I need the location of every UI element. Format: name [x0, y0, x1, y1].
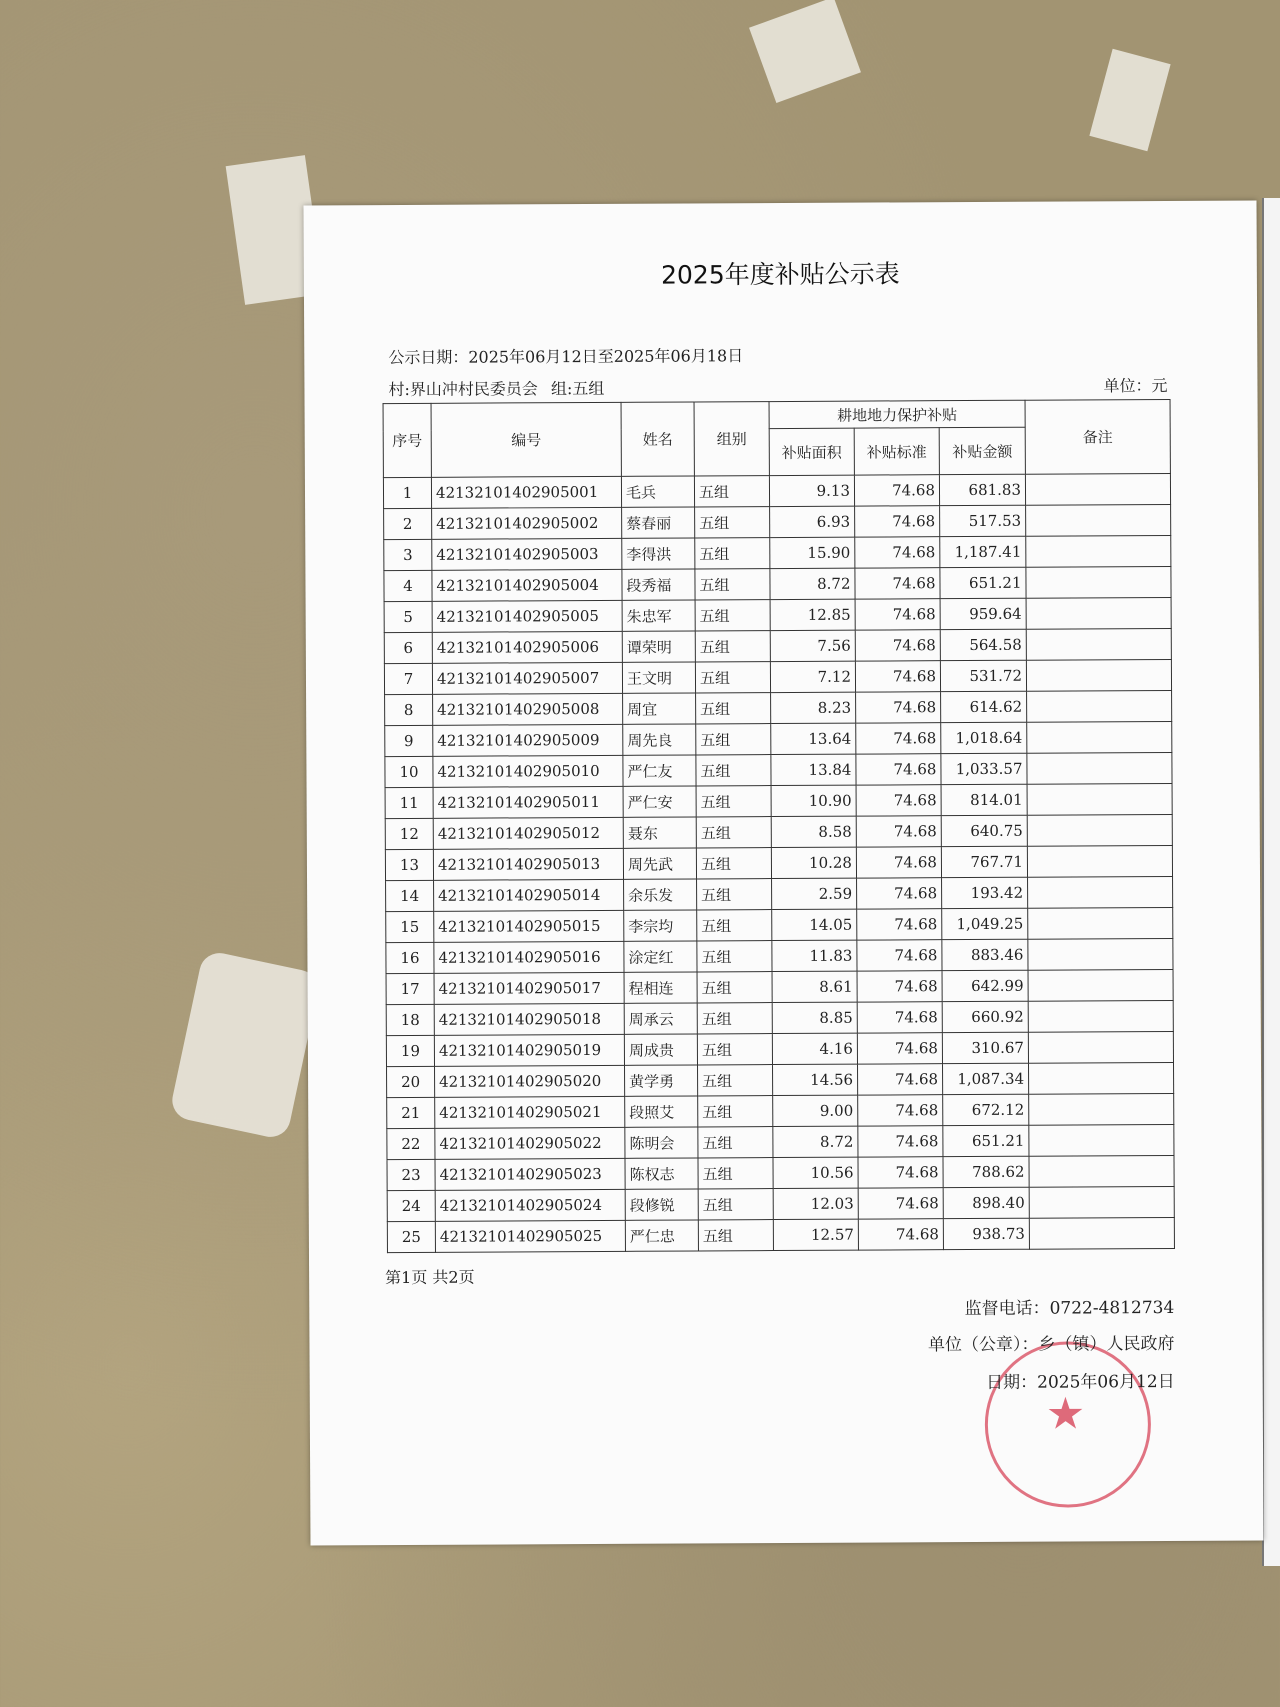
- row-seq: 22: [387, 1128, 435, 1159]
- row-amount: 642.99: [942, 970, 1028, 1001]
- row-code: 42132101402905001: [431, 476, 621, 508]
- row-amount: 672.12: [943, 1094, 1029, 1125]
- row-standard: 74.68: [856, 785, 941, 816]
- row-area: 9.13: [769, 475, 854, 506]
- row-group: 五组: [695, 600, 770, 631]
- row-code: 42132101402905014: [434, 879, 624, 911]
- row-remark: [1026, 597, 1171, 629]
- row-amount: 651.21: [940, 567, 1026, 598]
- table-row: [386, 969, 1173, 1004]
- row-group: 五组: [697, 1034, 772, 1065]
- row-code: 42132101402905021: [435, 1096, 625, 1128]
- row-standard: 74.68: [855, 661, 940, 692]
- row-code: 42132101402905016: [434, 941, 624, 973]
- row-standard: 74.68: [857, 971, 942, 1002]
- table-row: [387, 1186, 1174, 1221]
- row-amount: 959.64: [940, 598, 1026, 629]
- row-code: 42132101402905003: [432, 538, 622, 570]
- row-amount: 1,033.57: [941, 753, 1027, 784]
- row-group: 五组: [697, 879, 772, 910]
- row-standard: 74.68: [858, 1219, 943, 1250]
- phone-line: [964, 1293, 1174, 1319]
- row-area: 12.03: [773, 1188, 858, 1219]
- row-group: 五组: [698, 1158, 773, 1189]
- row-standard: 74.68: [856, 723, 941, 754]
- row-standard: 74.68: [858, 1126, 943, 1157]
- row-area: 10.56: [773, 1157, 858, 1188]
- row-code: 42132101402905005: [432, 600, 622, 632]
- row-amount: 614.62: [941, 691, 1027, 722]
- row-remark: [1028, 1000, 1173, 1032]
- row-seq: 2: [384, 508, 432, 539]
- row-name: 陈权志: [625, 1158, 698, 1189]
- row-name: 周先良: [623, 724, 696, 755]
- row-amount: 681.83: [939, 474, 1025, 505]
- row-standard: 74.68: [854, 475, 939, 506]
- row-standard: 74.68: [855, 537, 940, 568]
- row-seq: 7: [384, 663, 432, 694]
- row-seq: 9: [385, 725, 433, 756]
- row-code: 42132101402905022: [435, 1127, 625, 1159]
- row-area: 13.84: [771, 754, 856, 785]
- row-area: 7.56: [770, 630, 855, 661]
- row-code: 42132101402905015: [434, 910, 624, 942]
- row-remark: [1027, 814, 1172, 846]
- row-group: 五组: [695, 631, 770, 662]
- row-amount: 193.42: [942, 877, 1028, 908]
- row-name: 陈明会: [625, 1127, 698, 1158]
- seal-line: [928, 1329, 1175, 1355]
- header-standard: 补贴标准: [854, 428, 939, 475]
- unit-line: [1103, 373, 1167, 396]
- row-area: 10.28: [771, 847, 856, 878]
- row-amount: 651.21: [943, 1125, 1029, 1156]
- group-value: 五组: [572, 378, 605, 399]
- row-standard: 74.68: [856, 816, 941, 847]
- row-seq: 14: [386, 880, 434, 911]
- row-area: 14.56: [773, 1064, 858, 1095]
- group-label: 组:: [550, 379, 573, 399]
- row-name: 周宜: [623, 693, 696, 724]
- row-name: 谭荣明: [622, 631, 695, 662]
- row-remark: [1027, 721, 1172, 753]
- row-remark: [1028, 969, 1173, 1001]
- row-area: 13.64: [771, 723, 856, 754]
- row-name: 黄学勇: [625, 1065, 698, 1096]
- row-group: 五组: [696, 817, 771, 848]
- row-group: 五组: [697, 1003, 772, 1034]
- row-name: 段照艾: [625, 1096, 698, 1127]
- row-area: 6.93: [770, 506, 855, 537]
- row-seq: 15: [386, 911, 434, 942]
- row-remark: [1029, 1062, 1174, 1094]
- row-area: 10.90: [771, 785, 856, 816]
- row-seq: 21: [387, 1097, 435, 1128]
- row-amount: 814.01: [941, 784, 1027, 815]
- row-amount: 788.62: [943, 1156, 1029, 1187]
- official-seal: [984, 1341, 1151, 1508]
- row-code: 42132101402905004: [432, 569, 622, 601]
- row-amount: 883.46: [942, 939, 1028, 970]
- row-area: 8.72: [770, 568, 855, 599]
- row-name: 聂东: [623, 817, 696, 848]
- unit-label: 单位：: [1103, 376, 1152, 396]
- phone-label: 监督电话：: [964, 1298, 1050, 1320]
- row-standard: 74.68: [855, 630, 940, 661]
- row-standard: 74.68: [857, 1002, 942, 1033]
- table-row: [385, 845, 1172, 880]
- row-group: 五组: [698, 1189, 773, 1220]
- row-remark: [1028, 907, 1173, 939]
- row-standard: 74.68: [856, 692, 941, 723]
- row-name: 严仁友: [623, 755, 696, 786]
- row-name: 严仁忠: [625, 1220, 698, 1251]
- header-name: 姓名: [621, 402, 694, 476]
- row-seq: 19: [386, 1035, 434, 1066]
- page-title: 2025年度补贴公示表: [660, 259, 900, 290]
- table-row: [387, 1093, 1174, 1128]
- row-remark: [1026, 504, 1171, 536]
- row-code: 42132101402905018: [434, 1003, 624, 1035]
- row-amount: 531.72: [940, 660, 1026, 691]
- wall-paper-scrap: [749, 0, 861, 103]
- row-remark: [1027, 845, 1172, 877]
- row-amount: 898.40: [943, 1187, 1029, 1218]
- row-code: 42132101402905012: [433, 817, 623, 849]
- row-standard: 74.68: [855, 506, 940, 537]
- row-seq: 4: [384, 570, 432, 601]
- row-name: 周先武: [623, 848, 696, 879]
- date-range-value: 2025年06月12日至2025年06月18日: [468, 346, 744, 367]
- table-row: [383, 473, 1170, 508]
- row-group: 五组: [698, 1096, 773, 1127]
- row-area: 11.83: [772, 940, 857, 971]
- row-standard: 74.68: [858, 1157, 943, 1188]
- row-name: 朱忠军: [622, 600, 695, 631]
- row-remark: [1027, 783, 1172, 815]
- row-name: 李得洪: [622, 538, 695, 569]
- row-code: 42132101402905025: [435, 1220, 625, 1252]
- row-standard: 74.68: [855, 599, 940, 630]
- row-name: 程相连: [624, 972, 697, 1003]
- row-remark: [1029, 1186, 1174, 1218]
- row-amount: 564.58: [940, 629, 1026, 660]
- row-standard: 74.68: [855, 568, 940, 599]
- row-remark: [1026, 535, 1171, 567]
- row-seq: 17: [386, 973, 434, 1004]
- table-row: [386, 1000, 1173, 1035]
- row-amount: 517.53: [940, 505, 1026, 536]
- row-group: 五组: [696, 786, 771, 817]
- table-row: [384, 566, 1171, 601]
- row-group: 五组: [695, 662, 770, 693]
- row-group: 五组: [695, 507, 770, 538]
- row-area: 8.58: [771, 816, 856, 847]
- row-standard: 74.68: [857, 940, 942, 971]
- row-amount: 767.71: [941, 846, 1027, 877]
- table-row: [387, 1124, 1174, 1159]
- row-remark: [1028, 1031, 1173, 1063]
- table-row: [384, 504, 1171, 539]
- row-area: 9.00: [773, 1095, 858, 1126]
- row-code: 42132101402905002: [432, 507, 622, 539]
- row-name: 余乐发: [624, 879, 697, 910]
- sign-date-line: [986, 1367, 1175, 1393]
- row-area: 12.57: [773, 1219, 858, 1250]
- row-seq: 13: [385, 849, 433, 880]
- row-area: 8.61: [772, 971, 857, 1002]
- row-name: 严仁安: [623, 786, 696, 817]
- row-area: 4.16: [772, 1033, 857, 1064]
- village-group-line: [388, 376, 604, 400]
- row-amount: 938.73: [943, 1218, 1029, 1249]
- row-area: 8.72: [773, 1126, 858, 1157]
- row-group: 五组: [696, 693, 771, 724]
- row-seq: 11: [385, 787, 433, 818]
- table-row: [386, 907, 1173, 942]
- sign-date-value: 2025年06月12日: [1037, 1371, 1175, 1393]
- row-group: 五组: [696, 724, 771, 755]
- sign-date-label: 日期：: [986, 1372, 1038, 1393]
- table-row: [385, 721, 1172, 756]
- table-row: [384, 597, 1171, 632]
- row-group: 五组: [697, 972, 772, 1003]
- row-seq: 12: [385, 818, 433, 849]
- row-amount: 1,018.64: [941, 722, 1027, 753]
- row-amount: 1,087.34: [943, 1063, 1029, 1094]
- header-area: 补贴面积: [769, 428, 854, 475]
- row-area: 12.85: [770, 599, 855, 630]
- row-remark: [1025, 473, 1170, 505]
- row-code: 42132101402905009: [433, 724, 623, 756]
- row-area: 2.59: [772, 878, 857, 909]
- row-group: 五组: [698, 1127, 773, 1158]
- row-standard: 74.68: [857, 1033, 942, 1064]
- row-seq: 25: [387, 1221, 435, 1252]
- row-remark: [1029, 1124, 1174, 1156]
- row-name: 蔡春丽: [622, 507, 695, 538]
- row-standard: 74.68: [857, 878, 942, 909]
- row-seq: 10: [385, 756, 433, 787]
- table-row: [384, 628, 1171, 663]
- row-code: 42132101402905023: [435, 1158, 625, 1190]
- row-remark: [1028, 938, 1173, 970]
- row-group: 五组: [696, 755, 771, 786]
- table-row: [384, 535, 1171, 570]
- wall-paper-scrap: [1089, 49, 1170, 151]
- header-remark: 备注: [1025, 399, 1170, 474]
- row-seq: 24: [387, 1190, 435, 1221]
- table-row: [385, 690, 1172, 725]
- row-amount: 1,049.25: [942, 908, 1028, 939]
- date-range-label: 公示日期：: [388, 347, 469, 368]
- row-seq: 23: [387, 1159, 435, 1190]
- row-name: 周承云: [624, 1003, 697, 1034]
- row-code: 42132101402905010: [433, 755, 623, 787]
- row-code: 42132101402905020: [435, 1065, 625, 1097]
- subsidy-table: [383, 399, 1175, 1253]
- row-name: 毛兵: [621, 476, 694, 507]
- table-row: [385, 814, 1172, 849]
- row-remark: [1029, 1217, 1174, 1249]
- row-name: 王文明: [622, 662, 695, 693]
- row-name: 周成贵: [624, 1034, 697, 1065]
- row-seq: 20: [387, 1066, 435, 1097]
- row-group: 五组: [697, 941, 772, 972]
- header-amount: 补贴金额: [939, 427, 1025, 474]
- row-area: 15.90: [770, 537, 855, 568]
- row-group: 五组: [697, 910, 772, 941]
- row-code: 42132101402905024: [435, 1189, 625, 1221]
- row-name: 涂定红: [624, 941, 697, 972]
- header-subsidy: 耕地地力保护补贴: [769, 400, 1025, 428]
- adjacent-sheet-edge: [1262, 198, 1280, 1566]
- row-seq: 5: [384, 601, 432, 632]
- row-group: 五组: [698, 1220, 773, 1251]
- row-seq: 1: [383, 477, 431, 508]
- notice-sheet: [303, 201, 1263, 1546]
- row-code: 42132101402905017: [434, 972, 624, 1004]
- table-row: [387, 1217, 1174, 1252]
- row-seq: 16: [386, 942, 434, 973]
- row-amount: 1,187.41: [940, 536, 1026, 567]
- row-seq: 18: [386, 1004, 434, 1035]
- row-remark: [1028, 876, 1173, 908]
- unit-value: 元: [1151, 375, 1168, 396]
- table-row: [387, 1062, 1174, 1097]
- row-standard: 74.68: [856, 754, 941, 785]
- row-standard: 74.68: [857, 909, 942, 940]
- row-standard: 74.68: [858, 1064, 943, 1095]
- table-body: [383, 473, 1174, 1252]
- village-value: 界山冲村民委员会: [409, 379, 538, 399]
- row-code: 42132101402905011: [433, 786, 623, 818]
- row-area: 8.23: [771, 692, 856, 723]
- table-row: [386, 938, 1173, 973]
- table-row: [384, 659, 1171, 694]
- row-code: 42132101402905019: [434, 1034, 624, 1066]
- row-standard: 74.68: [856, 847, 941, 878]
- row-standard: 74.68: [858, 1188, 943, 1219]
- row-amount: 310.67: [942, 1032, 1028, 1063]
- row-group: 五组: [695, 538, 770, 569]
- table-row: [385, 752, 1172, 787]
- row-group: 五组: [694, 476, 769, 507]
- row-area: 7.12: [770, 661, 855, 692]
- phone-value: 0722-4812734: [1049, 1297, 1175, 1319]
- row-seq: 8: [385, 694, 433, 725]
- star-icon: ★: [1045, 1388, 1086, 1440]
- date-range-line: [388, 343, 743, 368]
- village-label: 村:: [388, 379, 410, 400]
- row-remark: [1029, 1155, 1174, 1187]
- tissue-scrap: [169, 949, 322, 1140]
- row-seq: 3: [384, 539, 432, 570]
- row-group: 五组: [698, 1065, 773, 1096]
- row-seq: 6: [384, 632, 432, 663]
- header-seq: 序号: [383, 403, 431, 477]
- table-row: [386, 876, 1173, 911]
- table-row: [386, 1031, 1173, 1066]
- row-code: 42132101402905006: [432, 631, 622, 663]
- row-group: 五组: [695, 569, 770, 600]
- table-row: [387, 1155, 1174, 1190]
- row-remark: [1027, 752, 1172, 784]
- row-remark: [1029, 1093, 1174, 1125]
- row-group: 五组: [696, 848, 771, 879]
- row-code: 42132101402905013: [433, 848, 623, 880]
- row-code: 42132101402905008: [433, 693, 623, 725]
- table-row: [385, 783, 1172, 818]
- row-remark: [1027, 690, 1172, 722]
- row-name: 段秀福: [622, 569, 695, 600]
- row-area: 8.85: [772, 1002, 857, 1033]
- header-code: 编号: [431, 402, 621, 477]
- row-amount: 640.75: [941, 815, 1027, 846]
- row-remark: [1026, 628, 1171, 660]
- header-group: 组别: [694, 402, 769, 476]
- row-name: 李宗均: [624, 910, 697, 941]
- seal-unit: 乡（镇）人民政府: [1038, 1333, 1175, 1355]
- row-amount: 660.92: [942, 1001, 1028, 1032]
- row-area: 14.05: [772, 909, 857, 940]
- page-info: 第1页 共2页: [385, 1267, 475, 1288]
- row-standard: 74.68: [858, 1095, 943, 1126]
- row-remark: [1026, 566, 1171, 598]
- row-name: 段修锐: [625, 1189, 698, 1220]
- row-remark: [1026, 659, 1171, 691]
- seal-label: 单位（公章）：: [927, 1334, 1039, 1356]
- row-code: 42132101402905007: [432, 662, 622, 694]
